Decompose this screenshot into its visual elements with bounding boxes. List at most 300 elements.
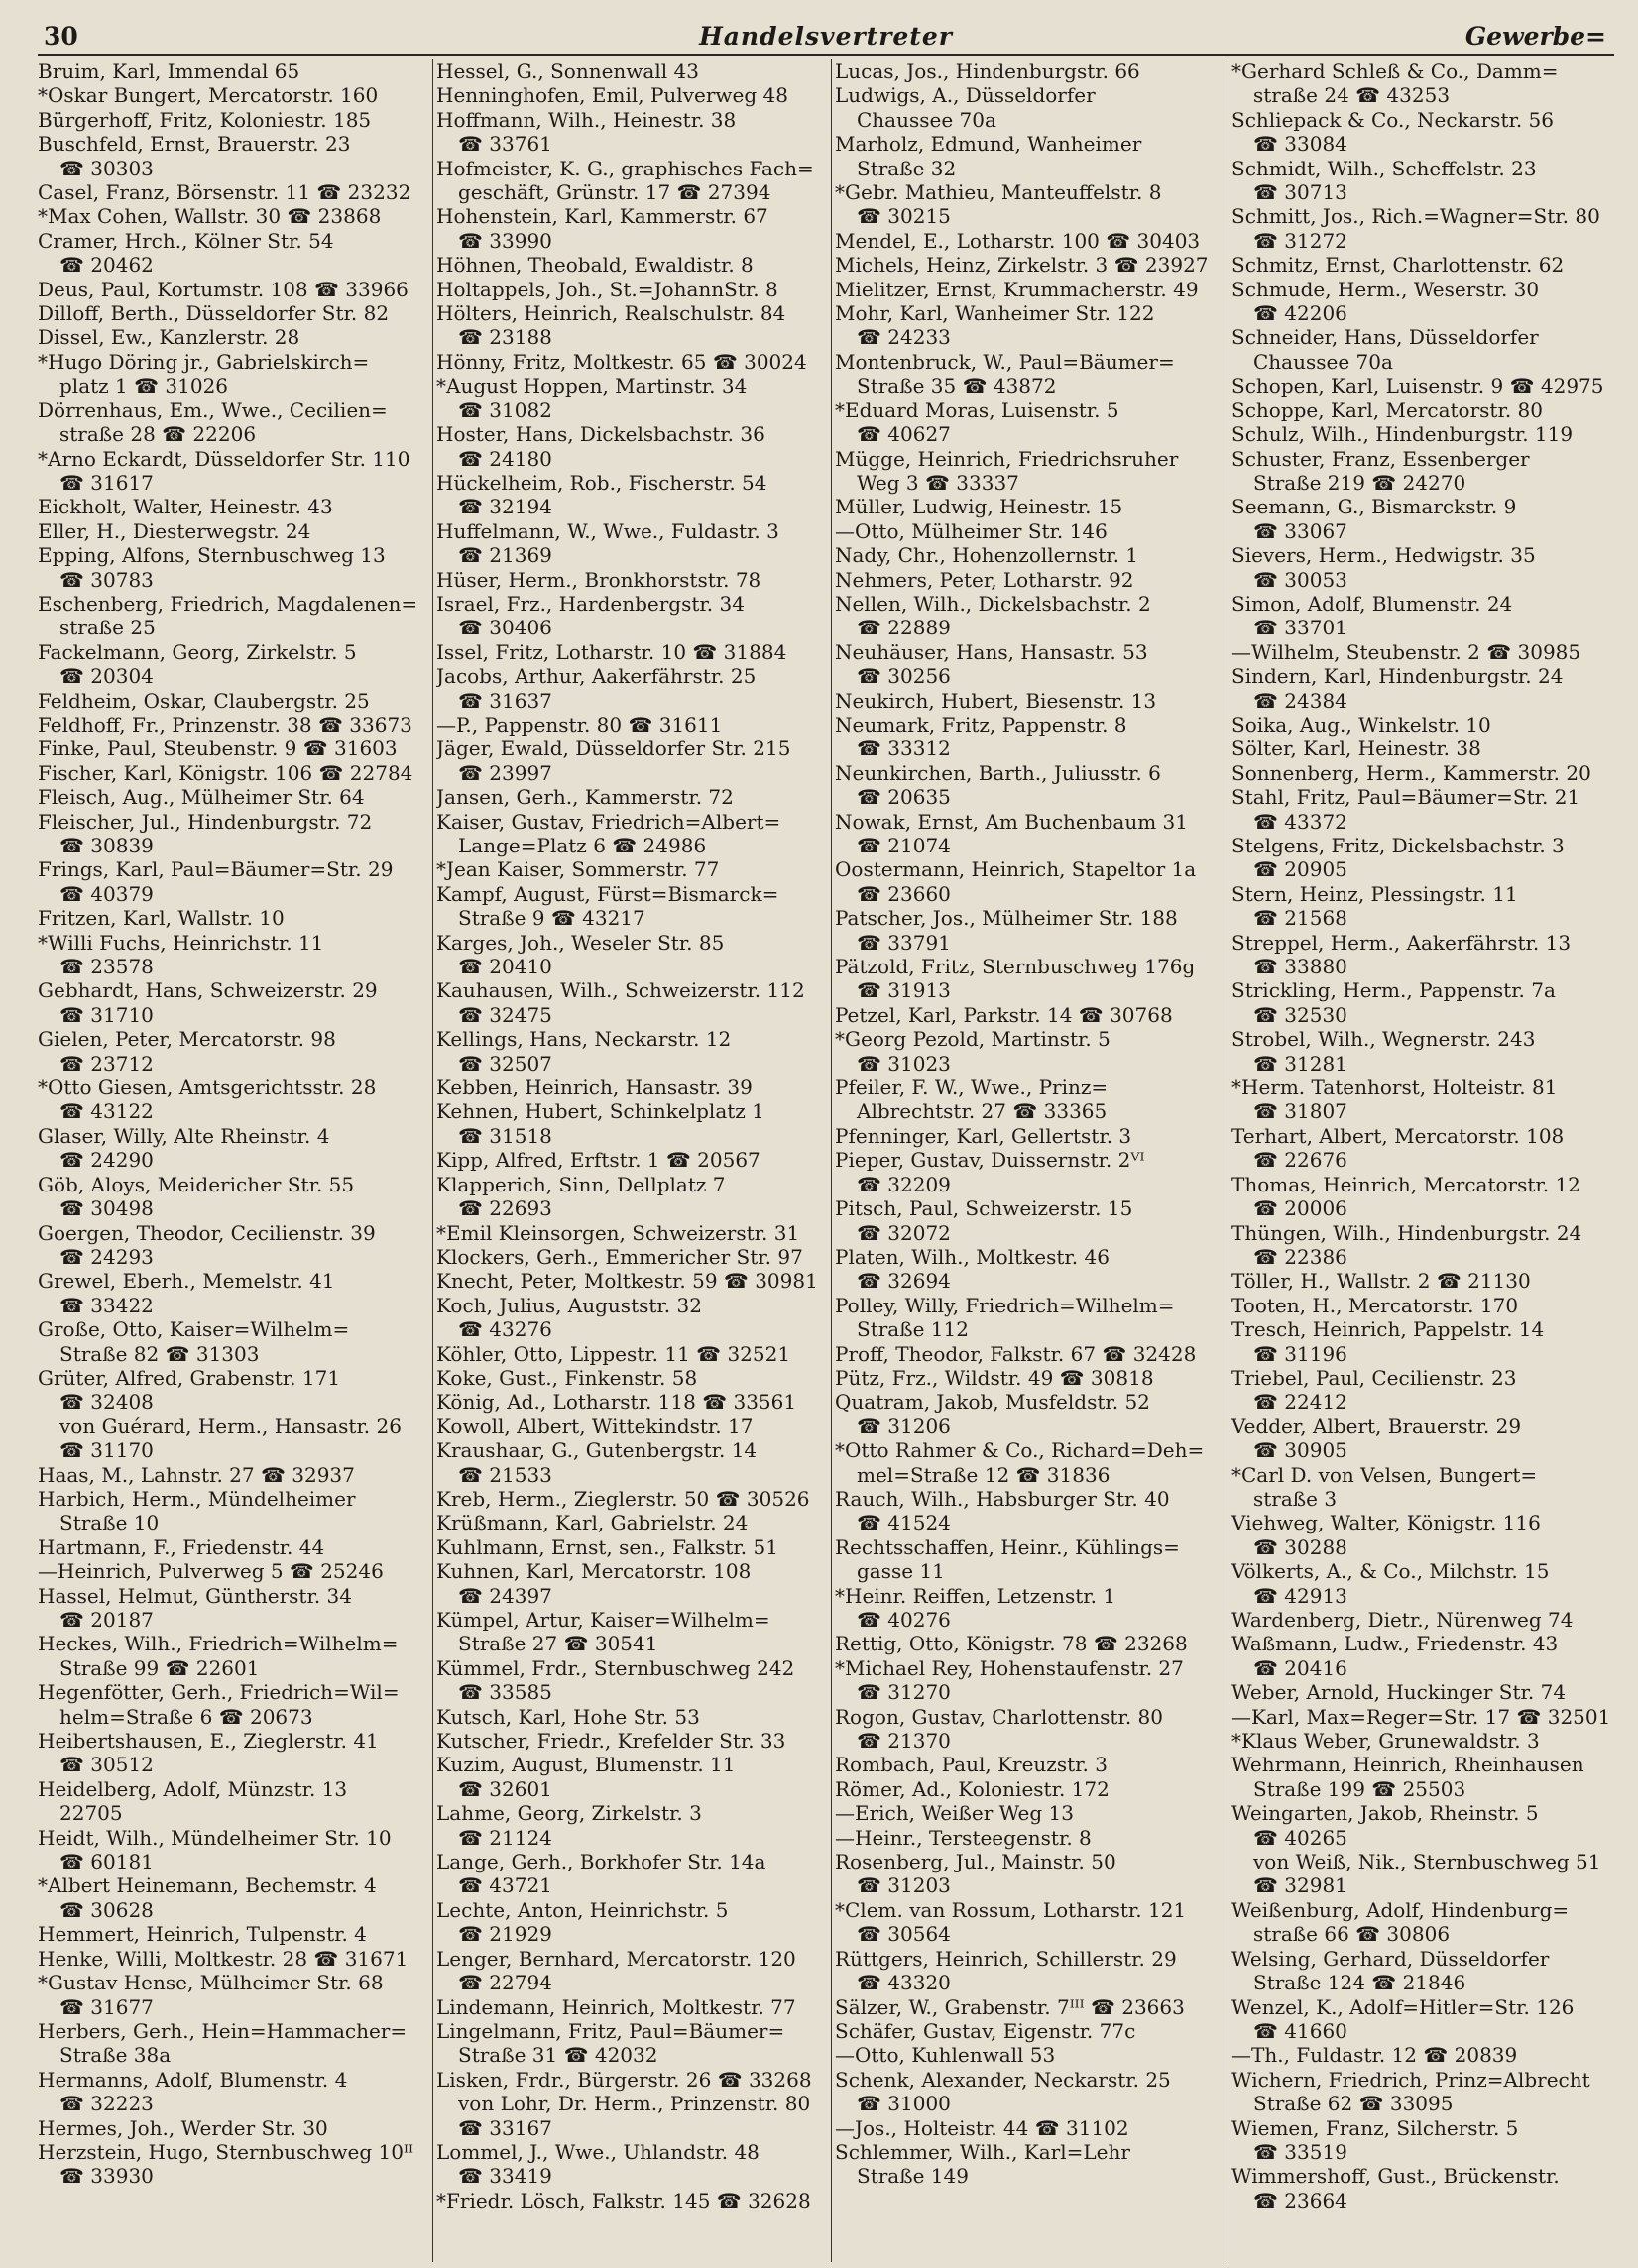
directory-entry-line: *Heinr. Reiffen, Letzenstr. 1 [835,1583,1116,1608]
directory-entry-line: *Clem. van Rossum, Lotharstr. 121 [835,1897,1187,1922]
directory-entry-line: ☎ 24233 [857,325,951,350]
directory-entry-line: straße 28 ☎ 22206 [59,422,257,447]
directory-entry-line: ☎ 30053 [1253,567,1347,592]
directory-entry-line: ☎ 31617 [59,470,154,495]
directory-entry-line: *Michael Rey, Hohenstaufenstr. 27 [835,1655,1184,1680]
directory-entry-line: Platen, Wilh., Moltkestr. 46 [835,1244,1110,1269]
directory-entry-line: Weißenburg, Adolf, Hindenburg= [1231,1897,1570,1922]
directory-entry-line: ☎ 33312 [857,737,951,761]
directory-entry-line: Dilloff, Berth., Düsseldorfer Str. 82 [38,301,390,326]
directory-entry-line: Lisken, Frdr., Bürgerstr. 26 ☎ 33268 [436,2067,812,2092]
directory-entry-line: mel=Straße 12 ☎ 31836 [857,1462,1111,1487]
directory-entry-line: Haas, M., Lahnstr. 27 ☎ 32937 [38,1462,355,1487]
directory-entry-line: Patscher, Jos., Mülheimer Str. 188 [835,906,1178,931]
directory-entry-line: Kreb, Herm., Zieglerstr. 50 ☎ 30526 [436,1486,810,1511]
directory-entry-line: Straße 82 ☎ 31303 [59,1341,260,1366]
directory-entry-line: Pieper, Gustav, Duissernstr. 2ⱽᴵ [835,1148,1145,1173]
directory-entry-line: Tresch, Heinrich, Pappelstr. 14 [1231,1317,1545,1342]
directory-entry-line: ☎ 20304 [59,664,154,689]
directory-entry-line: Neumark, Fritz, Pappenstr. 8 [835,712,1127,737]
directory-entry-line: ☎ 31710 [59,1002,154,1027]
directory-entry-line: Pfenninger, Karl, Gellertstr. 3 [835,1123,1132,1148]
directory-entry-line: ☎ 21568 [1253,906,1347,931]
directory-entry-line: Strickling, Herm., Pappenstr. 7a [1231,978,1556,1003]
directory-entry-line: ☎ 42206 [1253,301,1347,326]
directory-entry-line: Schuster, Franz, Essenberger [1231,446,1530,471]
directory-entry-line: ☎ 31206 [857,1414,951,1438]
directory-entry-line: Cramer, Hrch., Kölner Str. 54 [38,228,334,253]
directory-entry-line: Hessel, G., Sonnenwall 43 [436,59,699,83]
directory-entry-line: ☎ 33701 [1253,616,1347,640]
directory-entry-line: gasse 11 [857,1559,945,1584]
directory-entry-line: *Otto Giesen, Amtsgerichtsstr. 28 [38,1076,377,1100]
directory-entry-line: Schenk, Alexander, Neckarstr. 25 [835,2067,1171,2092]
directory-entry-line: Casel, Franz, Börsenstr. 11 ☎ 23232 [38,180,411,205]
directory-entry-line: Eschenberg, Friedrich, Magdalenen= [38,591,418,616]
directory-entry-line: Rogon, Gustav, Charlottenstr. 80 [835,1704,1163,1729]
directory-entry-line: *Jean Kaiser, Sommerstr. 77 [436,857,720,882]
directory-entry-line: ☎ 33167 [458,2115,552,2140]
directory-entry-line: ☎ 21124 [458,1825,552,1850]
directory-entry-line: Lenger, Bernhard, Mercatorstr. 120 [436,1946,796,1971]
directory-entry-line: Heibertshausen, E., Zieglerstr. 41 [38,1729,379,1754]
directory-entry-line: Hartmann, F., Friedenstr. 44 [38,1534,325,1559]
directory-entry-line: Bürgerhoff, Fritz, Koloniestr. 185 [38,107,372,132]
directory-entry-line: Hemmert, Heinrich, Tulpenstr. 4 [38,1922,367,1947]
directory-entry-line: ☎ 20187 [59,1608,154,1632]
directory-entry-line: ☎ 33585 [458,1680,552,1705]
directory-entry-line: —Heinrich, Pulverweg 5 ☎ 25246 [38,1559,384,1584]
directory-entry-line: Kauhausen, Wilh., Schweizerstr. 112 [436,978,805,1003]
directory-entry-line: Mügge, Heinrich, Friedrichsruher [835,446,1179,471]
directory-entry-line: ☎ 24293 [59,1244,154,1269]
directory-entry-line: —Erich, Weißer Weg 13 [835,1801,1074,1826]
directory-entry-line: Michels, Heinz, Zirkelstr. 3 ☎ 23927 [835,253,1209,278]
directory-entry-line: Fritzen, Karl, Wallstr. 10 [38,906,285,931]
directory-entry-line: Karges, Joh., Weseler Str. 85 [436,930,725,955]
directory-entry-line: Sindern, Karl, Hindenburgstr. 24 [1231,664,1564,689]
directory-entry-line: 22705 [59,1801,123,1826]
directory-entry-line: Glaser, Willy, Alte Rheinstr. 4 [38,1123,330,1148]
directory-entry-line: Straße 38a [59,2043,172,2068]
directory-entry-line: straße 25 [59,616,156,640]
directory-entry-line: Nowak, Ernst, Am Buchenbaum 31 [835,809,1188,834]
directory-entry-line: ☎ 32194 [458,495,552,519]
directory-entry-line: Wenzel, K., Adolf=Hitler=Str. 126 [1231,1994,1575,2019]
directory-entry-line: Hermanns, Adolf, Blumenstr. 4 [38,2067,348,2092]
directory-entry-line: ☎ 33084 [1253,132,1347,157]
directory-entry-line: ☎ 41524 [857,1511,951,1535]
directory-entry-line: ☎ 20006 [1253,1196,1347,1221]
directory-entry-line: ☎ 30628 [59,1897,154,1922]
directory-entry-line: ☎ 40379 [59,881,154,906]
directory-entry-line: Lahme, Georg, Zirkelstr. 3 [436,1801,702,1826]
directory-entry-line: Israel, Frz., Hardenbergstr. 34 [436,591,745,616]
directory-entry-line: Kowoll, Albert, Wittekindstr. 17 [436,1414,754,1438]
directory-entry-line: Knecht, Peter, Moltkestr. 59 ☎ 30981 [436,1269,818,1294]
directory-entry-line: Pfeiler, F. W., Wwe., Prinz= [835,1076,1109,1100]
directory-entry-line: Fleischer, Jul., Hindenburgstr. 72 [38,809,373,834]
directory-entry-line: straße 66 ☎ 30806 [1253,1922,1451,1947]
directory-entry-line: Straße 62 ☎ 33095 [1253,2092,1454,2116]
directory-entry-line: Hoster, Hans, Dickelsbachstr. 36 [436,422,765,447]
directory-entry-line: ☎ 22794 [458,1971,552,1995]
directory-entry-line: Triebel, Paul, Cecilienstr. 23 [1231,1365,1517,1390]
directory-entry-line: Straße 99 ☎ 22601 [59,1655,260,1680]
directory-column-3 [835,59,1226,2262]
directory-entry-line: Nellen, Wilh., Dickelsbachstr. 2 [835,591,1151,616]
directory-column-2 [436,59,827,2262]
directory-entry-line: Gebhardt, Hans, Schweizerstr. 29 [38,978,378,1003]
directory-entry-line: ☎ 33761 [458,132,552,157]
directory-entry-line: ☎ 40276 [857,1608,951,1632]
directory-entry-line: ☎ 31807 [1253,1099,1347,1124]
directory-entry-line: Weingarten, Jakob, Rheinstr. 5 [1231,1801,1539,1826]
directory-entry-line: Pätzold, Fritz, Sternbuschweg 176g [835,955,1196,979]
directory-entry-line: Heidelberg, Adolf, Münzstr. 13 [38,1776,348,1801]
directory-entry-line: ☎ 30564 [857,1922,951,1947]
directory-entry-line: Kraushaar, G., Gutenbergstr. 14 [436,1438,758,1463]
directory-entry-line: Hölters, Heinrich, Realschulstr. 84 [436,301,786,326]
directory-entry-line: Straße 27 ☎ 30541 [458,1632,658,1656]
directory-entry-line: ☎ 22889 [857,616,951,640]
directory-entry-line: *Carl D. von Velsen, Bungert= [1231,1462,1538,1487]
directory-entry-line: ☎ 31082 [458,397,552,422]
directory-entry-line: ☎ 24290 [59,1148,154,1173]
directory-entry-line: ☎ 31677 [59,1994,154,2019]
directory-entry-line: Sälzer, W., Grabenstr. 7ᴵᴵᴵ ☎ 23663 [835,1994,1185,2019]
directory-entry-line: ☎ 32072 [857,1220,951,1245]
directory-entry-line: ☎ 32601 [458,1776,552,1801]
directory-entry-line: Stelgens, Fritz, Dickelsbachstr. 3 [1231,834,1565,857]
directory-entry-line: ☎ 23188 [458,325,552,350]
directory-entry-line: ☎ 23660 [857,881,951,906]
directory-column-4 [1231,59,1626,2262]
directory-entry-line: Lingelmann, Fritz, Paul=Bäumer= [436,2018,785,2043]
directory-entry-line: *Georg Pezold, Martinstr. 5 [835,1027,1111,1052]
directory-entry-line: Schmitt, Jos., Rich.=Wagner=Str. 80 [1231,204,1600,229]
directory-entry-line: ☎ 60181 [59,1850,154,1874]
directory-entry-line: Frings, Karl, Paul=Bäumer=Str. 29 [38,857,394,882]
directory-entry-line: Rombach, Paul, Kreuzstr. 3 [835,1753,1108,1777]
directory-entry-line: *Otto Rahmer & Co., Richard=Deh= [835,1438,1205,1463]
directory-entry-line: ☎ 33880 [1253,955,1347,979]
directory-entry-line: Kuhlmann, Ernst, sen., Falkstr. 51 [436,1534,778,1559]
directory-entry-line: Rechtsschaffen, Heinr., Kühlings= [835,1534,1180,1559]
directory-entry-line: Kümpel, Artur, Kaiser=Wilhelm= [436,1608,770,1632]
directory-entry-line: ☎ 24397 [458,1583,552,1608]
directory-entry-line: *Emil Kleinsorgen, Schweizerstr. 31 [436,1220,800,1245]
directory-entry-line: ☎ 33419 [458,2164,552,2189]
directory-entry-line: Koch, Julius, Auguststr. 32 [436,1293,702,1317]
directory-entry-line: Koke, Gust., Finkenstr. 58 [436,1365,698,1390]
directory-entry-line: *Eduard Moras, Luisenstr. 5 [835,397,1119,422]
directory-column-1 [38,59,428,2262]
directory-entry-line: Wardenberg, Dietr., Nürenweg 74 [1231,1608,1574,1632]
directory-entry-line: Straße 35 ☎ 43872 [857,374,1057,398]
directory-entry-line: Hoffmann, Wilh., Heinestr. 38 [436,107,737,132]
directory-entry-line: Neuhäuser, Hans, Hansastr. 53 [835,639,1148,664]
directory-entry-line: —P., Pappenstr. 80 ☎ 31611 [436,712,723,737]
directory-entry-line: ☎ 22693 [458,1196,552,1221]
directory-entry-line: —Wilhelm, Steubenstr. 2 ☎ 30985 [1231,639,1581,664]
directory-entry-line: *Friedr. Lösch, Falkstr. 145 ☎ 32628 [436,2188,811,2212]
directory-entry-line: Straße 112 [857,1317,969,1342]
directory-entry-line: *Arno Eckardt, Düsseldorfer Str. 110 [38,446,410,471]
directory-entry-line: Wiemen, Franz, Silcherstr. 5 [1231,2115,1519,2140]
directory-entry-line: —Karl, Max=Reger=Str. 17 ☎ 32501 [1231,1704,1611,1729]
directory-entry-line: ☎ 23997 [458,760,552,785]
directory-entry-line: Eickholt, Walter, Heinestr. 43 [38,495,333,519]
directory-entry-line: ☎ 33422 [59,1293,154,1317]
directory-entry-line: ☎ 30256 [857,664,951,689]
directory-entry-line: Schneider, Hans, Düsseldorfer [1231,325,1539,350]
directory-entry-line: helm=Straße 6 ☎ 20673 [59,1704,313,1729]
directory-entry-line: ☎ 43372 [1253,809,1347,834]
directory-entry-line: Waßmann, Ludw., Friedenstr. 43 [1231,1632,1559,1656]
directory-entry-line: Seemann, G., Bismarckstr. 9 [1231,495,1517,519]
directory-entry-line: ☎ 33990 [458,228,552,253]
directory-entry-line: ☎ 21533 [458,1462,552,1487]
directory-entry-line: ☎ 20635 [857,785,951,810]
directory-entry-line: ☎ 40627 [857,422,951,447]
directory-entry-line: Schäfer, Gustav, Eigenstr. 77c [835,2018,1136,2043]
directory-entry-line: —Otto, Mülheimer Str. 146 [835,518,1108,543]
directory-entry-line: Montenbruck, W., Paul=Bäumer= [835,349,1175,374]
directory-entry-line: Schliepack & Co., Neckarstr. 56 [1231,107,1555,132]
directory-entry-line: ☎ 31000 [857,2092,951,2116]
directory-entry-line: Heckes, Wilh., Friedrich=Wilhelm= [38,1632,399,1656]
directory-entry-line: Schoppe, Karl, Mercatorstr. 80 [1231,397,1543,422]
directory-entry-line: Höhnen, Theobald, Ewaldistr. 8 [436,253,754,278]
directory-entry-line: Hermes, Joh., Werder Str. 30 [38,2115,328,2140]
directory-entry-line: ☎ 33930 [59,2164,154,2189]
directory-entry-line: Heidt, Wilh., Mündelheimer Str. 10 [38,1825,392,1850]
directory-entry-line: Grewel, Eberh., Memelstr. 41 [38,1269,335,1294]
directory-entry-line: Kipp, Alfred, Erftstr. 1 ☎ 20567 [436,1148,760,1173]
directory-entry-line: Goergen, Theodor, Cecilienstr. 39 [38,1220,376,1245]
directory-entry-line: ☎ 30839 [59,834,154,857]
directory-entry-line: Tooten, H., Mercatorstr. 170 [1231,1293,1519,1317]
directory-entry-line: *Klaus Weber, Grunewaldstr. 3 [1231,1729,1540,1754]
directory-entry-line: ☎ 31518 [458,1123,552,1148]
directory-entry-line: ☎ 23578 [59,955,154,979]
directory-entry-line: geschäft, Grünstr. 17 ☎ 27394 [458,180,771,205]
directory-entry-line: ☎ 43276 [458,1317,552,1342]
directory-entry-line: Straße 31 ☎ 42032 [458,2043,658,2068]
directory-entry-line: Krüßmann, Karl, Gabrielstr. 24 [436,1511,749,1535]
directory-entry-line: ☎ 32408 [59,1390,154,1415]
directory-entry-line: ☎ 32209 [857,1172,951,1196]
directory-entry-line: *Gerhard Schleß & Co., Damm= [1231,59,1559,83]
directory-entry-line: ☎ 22676 [1253,1148,1347,1173]
directory-entry-line: Gielen, Peter, Mercatorstr. 98 [38,1027,336,1052]
directory-entry-line: Schopen, Karl, Luisenstr. 9 ☎ 42975 [1231,374,1604,398]
directory-entry-line: Hegenfötter, Gerh., Friedrich=Wil= [38,1680,400,1705]
directory-entry-line: ☎ 30713 [1253,180,1347,205]
directory-entry-line: Feldheim, Oskar, Claubergstr. 25 [38,688,370,713]
directory-entry-line: Holtappels, Joh., St.=JohannStr. 8 [436,277,778,301]
directory-entry-line: Kutscher, Friedr., Krefelder Str. 33 [436,1729,786,1754]
directory-entry-line: ☎ 31203 [857,1873,951,1898]
directory-entry-line: ☎ 30406 [458,616,552,640]
directory-entry-line: Henninghofen, Emil, Pulverweg 48 [436,83,788,108]
directory-entry-line: Polley, Willy, Friedrich=Wilhelm= [835,1293,1175,1317]
page-header [38,20,1614,56]
directory-entry-line: ☎ 22386 [1253,1244,1347,1269]
directory-entry-line: *Max Cohen, Wallstr. 30 ☎ 23868 [38,204,382,229]
directory-entry-line: straße 3 [1253,1486,1338,1511]
directory-entry-line: ☎ 23712 [59,1051,154,1076]
directory-entry-line: ☎ 22412 [1253,1390,1347,1415]
directory-entry-line: Fackelmann, Georg, Zirkelstr. 5 [38,639,357,664]
directory-entry-line: ☎ 31196 [1253,1341,1347,1366]
directory-entry-line: Deus, Paul, Kortumstr. 108 ☎ 33966 [38,277,409,301]
directory-entry-line: Kutsch, Karl, Hohe Str. 53 [436,1704,700,1729]
directory-entry-line: Göb, Aloys, Meidericher Str. 55 [38,1172,355,1196]
directory-entry-line: Pütz, Frz., Wildstr. 49 ☎ 30818 [835,1365,1154,1390]
directory-entry-line: Weg 3 ☎ 33337 [857,470,1019,495]
directory-entry-line: *Oskar Bungert, Mercatorstr. 160 [38,83,379,108]
directory-entry-line: —Otto, Kuhlenwall 53 [835,2043,1056,2068]
directory-entry-line: von Lohr, Dr. Herm., Prinzenstr. 80 [458,2092,811,2116]
directory-entry-line: ☎ 31023 [857,1051,951,1076]
directory-entry-line: ☎ 31637 [458,688,552,713]
directory-entry-line: Issel, Fritz, Lotharstr. 10 ☎ 31884 [436,639,787,664]
directory-entry-line: Kellings, Hans, Neckarstr. 12 [436,1027,732,1052]
directory-entry-line: Petzel, Karl, Parkstr. 14 ☎ 30768 [835,1002,1173,1027]
directory-entry-line: Lange, Gerh., Borkhofer Str. 14a [436,1850,766,1874]
directory-entry-line: Stern, Heinz, Plessingstr. 11 [1231,881,1518,906]
directory-entry-line: Welsing, Gerhard, Düsseldorfer [1231,1946,1550,1971]
directory-entry-line: ☎ 20410 [458,955,552,979]
directory-entry-line: von Weiß, Nik., Sternbuschweg 51 [1253,1850,1601,1874]
directory-entry-line: ☎ 31170 [59,1438,154,1463]
directory-entry-line: Hohenstein, Karl, Kammerstr. 67 [436,204,768,229]
directory-entry-line: Simon, Adolf, Blumenstr. 24 [1231,591,1513,616]
directory-entry-line: ☎ 24384 [1253,688,1347,713]
directory-entry-line: Albrechtstr. 27 ☎ 33365 [857,1099,1108,1124]
directory-entry-line: Bruim, Karl, Immendal 65 [38,59,300,83]
directory-entry-line: ☎ 31913 [857,978,951,1003]
directory-entry-line: Nehmers, Peter, Lotharstr. 92 [835,567,1134,592]
directory-entry-line: *Gebr. Mathieu, Manteuffelstr. 8 [835,180,1162,205]
directory-entry-line: Strobel, Wilh., Wegnerstr. 243 [1231,1027,1536,1052]
directory-entry-line: Lommel, J., Wwe., Uhlandstr. 48 [436,2139,760,2164]
directory-entry-line: Große, Otto, Kaiser=Wilhelm= [38,1317,350,1342]
directory-entry-line: ☎ 43122 [59,1099,154,1124]
directory-entry-line: Kümmel, Frdr., Sternbuschweg 242 [436,1655,795,1680]
directory-entry-line: Mielitzer, Ernst, Krummacherstr. 49 [835,277,1199,301]
directory-entry-line: ☎ 31281 [1253,1051,1347,1076]
directory-entry-line: platz 1 ☎ 31026 [59,374,229,398]
directory-entry-line: Chaussee 70a [1253,349,1393,374]
directory-entry-line: Schlemmer, Wilh., Karl=Lehr [835,2139,1130,2164]
directory-entry-line: *Willi Fuchs, Heinrichstr. 11 [38,930,324,955]
directory-entry-line: Kehnen, Hubert, Schinkelplatz 1 [436,1099,764,1124]
directory-entry-line: Völkerts, A., & Co., Milchstr. 15 [1231,1559,1550,1584]
directory-entry-line: ☎ 30783 [59,567,154,592]
directory-entry-line: Straße 149 [857,2164,969,2189]
directory-entry-line: ☎ 42913 [1253,1583,1347,1608]
directory-entry-line: ☎ 20416 [1253,1655,1347,1680]
directory-entry-line: Mohr, Karl, Wanheimer Str. 122 [835,301,1155,326]
directory-entry-line: —Jos., Holteistr. 44 ☎ 31102 [835,2115,1129,2140]
directory-entry-line: Ludwigs, A., Düsseldorfer [835,83,1096,108]
directory-entry-line: ☎ 43721 [458,1873,552,1898]
section-heading: Gewerbe= [1464,22,1606,51]
directory-entry-line: Weber, Arnold, Huckinger Str. 74 [1231,1680,1567,1705]
directory-entry-line: Klockers, Gerh., Emmericher Str. 97 [436,1244,803,1269]
directory-entry-line: ☎ 43320 [857,1971,951,1995]
directory-entry-line: ☎ 40265 [1253,1825,1347,1850]
directory-entry-line: Straße 219 ☎ 24270 [1253,470,1466,495]
directory-entry-line: ☎ 32223 [59,2092,154,2116]
directory-entry-line: Wichern, Friedrich, Prinz=Albrecht [1231,2067,1590,2092]
directory-entry-line: Eller, H., Diesterwegstr. 24 [38,518,311,543]
directory-entry-line: ☎ 32475 [458,1002,552,1027]
directory-entry-line: Lechte, Anton, Heinrichstr. 5 [436,1897,729,1922]
directory-entry-line: Oostermann, Heinrich, Stapeltor 1a [835,857,1197,882]
directory-entry-line: Henke, Willi, Moltkestr. 28 ☎ 31671 [38,1946,409,1971]
directory-entry-line: ☎ 24180 [458,446,552,471]
directory-entry-line: *Albert Heinemann, Bechemstr. 4 [38,1873,377,1898]
directory-entry-line: Römer, Ad., Koloniestr. 172 [835,1776,1110,1801]
directory-entry-line: Töller, H., Wallstr. 2 ☎ 21130 [1231,1269,1531,1294]
directory-entry-line: Fischer, Karl, Königstr. 106 ☎ 22784 [38,760,413,785]
directory-entry-line: Streppel, Herm., Aakerfährstr. 13 [1231,930,1572,955]
directory-entry-line: Köhler, Otto, Lippestr. 11 ☎ 32521 [436,1341,791,1366]
directory-entry-line: Wimmershoff, Gust., Brückenstr. [1231,2164,1560,2189]
directory-entry-line: ☎ 41660 [1253,2018,1347,2043]
directory-entry-line: straße 24 ☎ 43253 [1253,83,1451,108]
directory-entry-line: Sölter, Karl, Heinestr. 38 [1231,737,1481,761]
directory-entry-line: Thomas, Heinrich, Mercatorstr. 12 [1231,1172,1580,1196]
directory-entry-line: —Th., Fuldastr. 12 ☎ 20839 [1231,2043,1518,2068]
directory-entry-line: Finke, Paul, Steubenstr. 9 ☎ 31603 [38,737,398,761]
directory-entry-line: Rettig, Otto, Königstr. 78 ☎ 23268 [835,1632,1188,1656]
directory-entry-line: Thüngen, Wilh., Hindenburgstr. 24 [1231,1220,1582,1245]
directory-entry-line: Müller, Ludwig, Heinestr. 15 [835,495,1123,519]
directory-entry-line: Viehweg, Walter, Königstr. 116 [1231,1511,1541,1535]
directory-entry-line: Rauch, Wilh., Habsburger Str. 40 [835,1486,1170,1511]
directory-entry-line: Soika, Aug., Winkelstr. 10 [1231,712,1491,737]
directory-entry-line: ☎ 33519 [1253,2139,1347,2164]
directory-entry-line: *Herm. Tatenhorst, Holteistr. 81 [1231,1076,1558,1100]
directory-entry-line: Straße 9 ☎ 43217 [458,906,645,931]
directory-entry-line: Rosenberg, Jul., Mainstr. 50 [835,1850,1116,1874]
directory-entry-line: Kuzim, August, Blumenstr. 11 [436,1753,736,1777]
directory-entry-line: Straße 10 [59,1511,160,1535]
directory-entry-line: Hönny, Fritz, Moltkestr. 65 ☎ 30024 [436,349,807,374]
directory-entry-line: ☎ 21929 [458,1922,552,1947]
directory-entry-line: Lindemann, Heinrich, Moltkestr. 77 [436,1994,796,2019]
directory-entry-line: Schmitz, Ernst, Charlottenstr. 62 [1231,253,1565,278]
directory-entry-line: Pitsch, Paul, Schweizerstr. 15 [835,1196,1133,1221]
directory-entry-line: Klapperich, Sinn, Dellplatz 7 [436,1172,726,1196]
directory-entry-line: Grüter, Alfred, Grabenstr. 171 [38,1365,341,1390]
directory-entry-line: Lucas, Jos., Hindenburgstr. 66 [835,59,1140,83]
directory-entry-line: Sonnenberg, Herm., Kammerstr. 20 [1231,760,1591,785]
directory-entry-line: Hüser, Herm., Bronkhorststr. 78 [436,567,761,592]
directory-entry-line: Neukirch, Hubert, Biesenstr. 13 [835,688,1157,713]
directory-entry-line: von Guérard, Herm., Hansastr. 26 [59,1414,402,1438]
directory-entry-line: Straße 32 [857,156,957,180]
directory-entry-line: *Gustav Hense, Mülheimer Str. 68 [38,1971,384,1995]
directory-entry-line: König, Ad., Lotharstr. 118 ☎ 33561 [436,1390,797,1415]
directory-entry-line: ☎ 20462 [59,253,154,278]
directory-entry-line: ☎ 32694 [857,1269,951,1294]
